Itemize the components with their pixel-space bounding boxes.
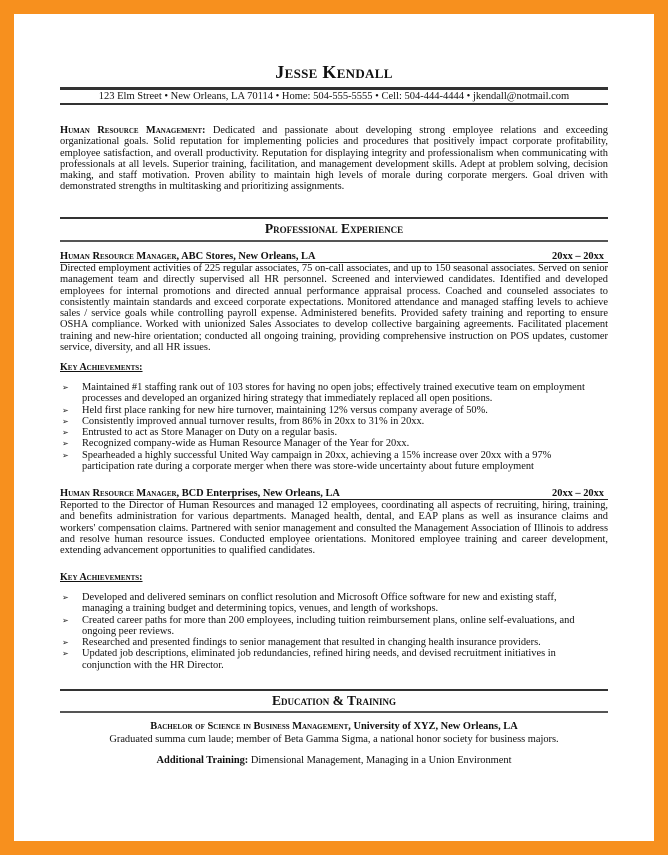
summary-lead: Human Resource Management: xyxy=(60,125,206,136)
contact-info: 123 Elm Street • New Orleans, LA 70114 • Home: 504-555-5555 • Cell: 504-444-4444 • jkendall@notmail.com xyxy=(98,91,570,102)
job-header xyxy=(60,488,608,500)
additional-training-text: Dimensional Management, Managing in a Union Environment xyxy=(250,755,512,766)
candidate-name: Jesse Kendall xyxy=(275,62,393,82)
job-dates: 20xx – 20xx xyxy=(552,251,604,262)
achievement-list xyxy=(60,592,600,671)
divider xyxy=(60,217,608,219)
honors: Graduated summa cum laude; member of Beta Gamma Sigma, a national honor society for business majors. xyxy=(109,734,559,745)
arrow-bullet-icon: ➢ xyxy=(62,383,69,392)
list-item: ➢ Researched and presented findings to senior management that resulted in changing health insurance providers. xyxy=(62,637,541,649)
degree: Bachelor of Science in Business Management, xyxy=(150,721,351,732)
divider xyxy=(60,103,608,105)
summary-text: Dedicated and passionate about developing strong employee relations and exceeding organizational goals. Solid reputation for implementing policies and procedures that positively impact corporate profitability, employee satisfaction, and overall productivity. Reputation for displaying integrity and professionalism when communicating with professionals at all levels. Superior training, facilitation, and management development skills. Adept at problem solving, decision making, and staff motivation. Proven ability to maintain high levels of morale during corporate mergers. Goal driven with demonstrated strengths in multitasking and prioritizing assignments. xyxy=(60,125,608,193)
list-item: ➢ Updated job descriptions, eliminated job redundancies, refined hiring needs, and devised recruitment initiatives in conjunction with the HR Director. xyxy=(62,648,556,671)
resume-page xyxy=(14,14,654,841)
divider xyxy=(60,240,608,242)
section-heading-experience: Professional Experience xyxy=(264,221,404,236)
arrow-bullet-icon: ➢ xyxy=(62,649,69,659)
job-dates: 20xx – 20xx xyxy=(552,488,604,499)
arrow-bullet-icon: ➢ xyxy=(62,638,69,648)
arrow-bullet-icon: ➢ xyxy=(62,593,69,602)
list-item: ➢ Created career paths for more than 200 employees, including tuition reimbursement plans, online self-evaluations, and ongoing peer reviews. xyxy=(62,614,575,637)
degree-line xyxy=(60,721,608,733)
job-description: Reported to the Director of Human Resources and managed 12 employees, coordinating all aspects of recruiting, hiring, training, and benefits administration for various departments. Managed health, dental, and EAP plans as well as insurance claims and workers' compensation claims. Partnered with senior management and consulted the Management Association of Illinois to address and resolve human resource issues. Conducted employee orientations. Monitored employee training and career development, extending advancement opportunities to qualified candidates. xyxy=(60,500,608,557)
arrow-bullet-icon: ➢ xyxy=(62,439,69,449)
list-item: ➢ Developed and delivered seminars on conflict resolution and Microsoft Office software for new and existing staff, managing a training budget and determining topics, venues, and length of workshops. xyxy=(62,592,557,615)
divider xyxy=(60,87,608,90)
job-title: Human Resource Manager, xyxy=(60,488,180,499)
arrow-bullet-icon: ➢ xyxy=(62,405,69,415)
job-employer: BCD Enterprises, New Orleans, LA xyxy=(181,488,340,499)
section-heading-education: Education & Training xyxy=(271,693,397,708)
arrow-bullet-icon: ➢ xyxy=(62,428,69,438)
achievement-list xyxy=(60,382,600,472)
additional-training xyxy=(60,755,608,767)
job-header xyxy=(60,251,608,263)
divider xyxy=(60,711,608,713)
key-achievements-label: Key Achievements: xyxy=(60,572,143,583)
list-item: ➢ Recognized company-wide as Human Resource Manager of the Year for 20xx. xyxy=(62,438,410,450)
arrow-bullet-icon: ➢ xyxy=(62,416,69,426)
summary xyxy=(60,125,608,193)
job-employer: ABC Stores, New Orleans, LA xyxy=(181,251,316,262)
list-item: ➢ Entrusted to act as Store Manager on Duty on a regular basis. xyxy=(62,427,338,439)
job-description: Directed employment activities of 225 regular associates, 75 on-call associates, and up to 150 seasonal associates. Served on senior management team and directly supervised all HR personnel. Screened and interviewed candidates. Identified and developed employees for internal promotions and directed annual performance appraisal process. Coached and counseled associates to consistently maintain standards and exceed corporate expectations. Monitored attendance and managed staffing levels to achieve sales / service goals while controlling payroll expense. Administered benefits. Provided safety training and reporting to ensure OSHA compliance. Worked with unionized Sales Associates to develop collective bargaining agreements. Facilitated placement training and new-hire orientation; conducted all ongoing training, providing comprehensive instruction on POS updates, customer service, diversity, and all HR issues. xyxy=(60,263,608,354)
list-item: ➢ Consistently improved annual turnover results, from 86% in 20xx to 31% in 20xx. xyxy=(62,415,425,427)
list-item: ➢ Spearheaded a highly successful United Way campaign in 20xx, achieving a 15% increase over 20xx with a 97% participation rate during a corporate merger when there was store-wide uncertainty about future employment xyxy=(62,449,552,473)
divider xyxy=(60,689,608,691)
arrow-bullet-icon: ➢ xyxy=(62,450,69,460)
list-item: ➢ Maintained #1 staffing rank out of 103 stores for having no open jobs; effectively trained executive team on employment processes and developed an organized hiring strategy that immediately replaced all open positions. xyxy=(62,382,585,405)
job-title: Human Resource Manager, xyxy=(60,251,180,262)
school: University of XYZ, New Orleans, LA xyxy=(353,721,518,732)
arrow-bullet-icon: ➢ xyxy=(62,615,69,625)
additional-training-label: Additional Training: xyxy=(156,755,249,766)
key-achievements-label: Key Achievements: xyxy=(60,362,143,373)
list-item: ➢ Held first place ranking for new hire turnover, maintaining 12% versus company average of 50%. xyxy=(62,404,488,416)
